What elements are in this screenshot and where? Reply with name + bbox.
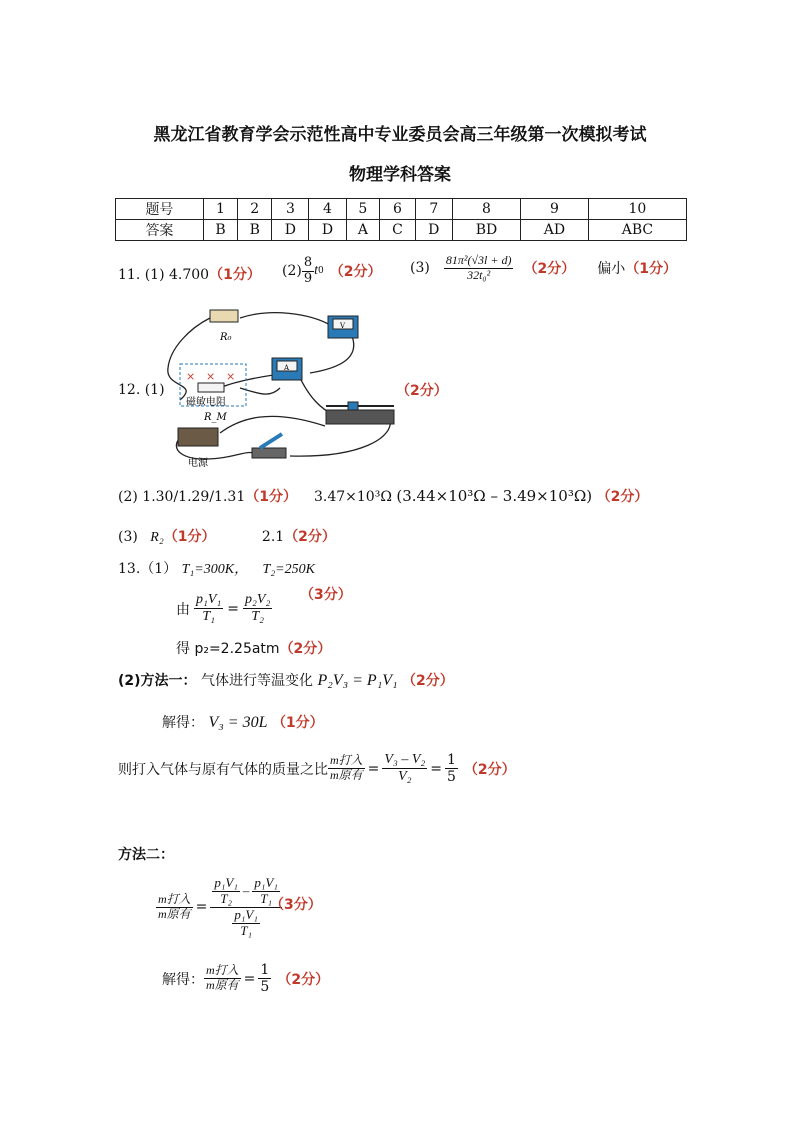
amp-symbol: A: [284, 364, 290, 372]
resistor-r0: [210, 310, 238, 322]
table-cell: 10: [588, 199, 686, 220]
answer-table: [115, 198, 687, 241]
numerator: p₁V₁: [214, 875, 238, 890]
answer: R₂: [150, 530, 164, 545]
part-label: (2): [282, 263, 302, 280]
score: （2分）: [523, 261, 576, 278]
numerator: V₃ – V₂: [382, 752, 427, 769]
score: （2分）: [329, 264, 382, 281]
denominator: m原有: [158, 906, 191, 921]
rheostat: [326, 410, 394, 424]
denominator: 32t₀²: [467, 267, 491, 282]
row-label: 答案: [116, 220, 204, 241]
table-cell: BD: [452, 220, 520, 241]
denominator: T₁: [202, 609, 215, 625]
q13-result: [176, 638, 331, 658]
table-cell: AD: [521, 220, 589, 241]
fraction: [258, 962, 271, 995]
numerator: m打入: [330, 753, 363, 768]
score: （1分）: [625, 261, 677, 278]
table-cell: D: [415, 220, 452, 241]
field-mark: ×: [206, 370, 216, 383]
answer: (2) 1.30/1.29/1.31: [118, 489, 246, 505]
numerator: m打入: [158, 892, 191, 907]
wire: [310, 336, 354, 373]
part-label: 13.（1）: [118, 561, 178, 577]
field-mark: ×: [226, 370, 236, 383]
score: （3分）: [270, 897, 322, 913]
table-cell: B: [238, 220, 272, 241]
page-subtitle: 物理学科答案: [349, 165, 451, 185]
score: （1分）: [271, 715, 324, 731]
fraction: [328, 754, 365, 783]
score: （2分）: [596, 489, 649, 505]
subscript: 0: [318, 266, 324, 277]
q11-part2: [282, 256, 382, 287]
method2-label: 方法二：: [118, 847, 174, 863]
table-cell: D: [309, 220, 346, 241]
table-cell: 6: [380, 199, 416, 220]
method2-equation: $\frac{\text{m打入}}{\text{m原有}}$ = $\frac{\text{p₁V₁}}{\text{T₂}}$ – $\frac{\text{p₁V₁}}{\text{T₁}}$ $\frac{\text{p₁V₁}}{\text{T₁}}$: [156, 876, 282, 939]
score: （2分）: [279, 641, 332, 657]
score: （3分）: [300, 587, 352, 603]
score: （2分）: [463, 761, 516, 778]
table-cell: C: [380, 220, 416, 241]
fraction: [194, 592, 223, 625]
denominator: T₁: [260, 890, 272, 906]
answer: V₃ = 30L: [208, 714, 268, 731]
denominator: m原有: [206, 978, 239, 993]
fraction: [243, 592, 272, 625]
row-label: 题号: [116, 199, 204, 220]
fraction: [382, 752, 427, 785]
rm-cn-label: 磁敏电阻: [186, 397, 226, 408]
table-cell: 4: [309, 199, 346, 220]
q12-part2: [118, 486, 297, 506]
numerator: 8: [303, 255, 313, 270]
wire: [220, 416, 325, 433]
score: （1分）: [163, 529, 216, 545]
denominator: V₂: [398, 769, 412, 785]
compound-fraction: $\frac{\text{p₁V₁}}{\text{T₂}}$ – $\frac{\text{p₁V₁}}{\text{T₁}}$ $\frac{\text{p₁V₁}}{\text{T₁}}$: [210, 876, 281, 939]
score: （2分）: [284, 529, 336, 545]
text: 气体进行等温变化: [201, 673, 313, 689]
numerator: p₁V₁: [194, 592, 223, 609]
answer: 3.47×10³Ω: [314, 489, 392, 505]
q12-label: 12. (1): [118, 382, 165, 398]
page-title: 黑龙江省教育学会示范性高中专业委员会高三年级第一次模拟考试: [153, 125, 647, 145]
denominator: T₂: [220, 890, 233, 906]
answer: 得 p₂=2.25atm: [176, 641, 280, 657]
table-cell: 1: [203, 199, 237, 220]
denominator: 9: [303, 270, 313, 286]
table-cell: 8: [452, 199, 520, 220]
answer: 2.1: [261, 529, 285, 545]
t2: T₂=250K: [262, 562, 315, 577]
method2-result: 解得： $\frac{\text{m打入}}{\text{m原有}}$ = $\frac{1}{5}$ （2分）: [162, 962, 330, 996]
q11-part3: [410, 254, 677, 283]
score: （2分）: [277, 971, 330, 988]
table-cell: B: [203, 220, 237, 241]
part-label: (3): [410, 260, 430, 277]
bias-answer: 偏小: [597, 261, 626, 278]
r0-label: R₀: [220, 332, 232, 343]
numerator: 81π²(√3l + d): [445, 253, 512, 267]
score: （2分）: [396, 383, 448, 399]
q11-part1: [118, 264, 261, 284]
fraction: [156, 893, 193, 922]
table-cell: 9: [521, 199, 589, 220]
q11-answer1: 11. (1) 4.700: [118, 267, 210, 283]
text: 解得：: [162, 971, 204, 988]
text: 由: [176, 601, 190, 618]
variable-t: t: [314, 263, 319, 279]
wire: [240, 313, 332, 326]
table-cell: 3: [272, 199, 309, 220]
q13-method1: [118, 670, 454, 690]
answer-range: (3.44×10³Ω – 3.49×10³Ω): [396, 487, 593, 505]
numerator: p₁V₁: [234, 906, 258, 922]
table-cell: 7: [415, 199, 452, 220]
score: （1分）: [209, 267, 261, 283]
numerator: 1: [446, 752, 456, 768]
battery: [178, 428, 218, 446]
table-row: [116, 220, 687, 241]
table-cell: A: [346, 220, 380, 241]
circuit-diagram: [160, 298, 400, 470]
fraction: [204, 964, 241, 993]
table-cell: ABC: [588, 220, 686, 241]
denominator: m原有: [330, 768, 363, 783]
score: （1分）: [245, 489, 297, 505]
q13-part1: [118, 558, 315, 578]
q13-equation: 由 $\frac{\text{p₁V₁}}{\text{T₁}}$ = $\frac{\text{p₂V₂}}{\text{T₂}}$: [176, 592, 271, 625]
switch: [252, 448, 286, 458]
table-cell: D: [272, 220, 309, 241]
equation: P₂V₃ = P₁V₁: [317, 672, 398, 689]
text: 则打入气体与原有气体的质量之比: [118, 761, 328, 778]
q12-part2-value: [314, 486, 648, 506]
resistor-rm: [198, 383, 224, 392]
table-cell: 2: [238, 199, 272, 220]
fraction: [302, 256, 314, 287]
fraction: [445, 752, 458, 785]
q12-part3: [118, 526, 336, 546]
denominator: T₂: [251, 609, 264, 625]
t1: T₁=300K，: [181, 562, 249, 577]
denominator: 5: [446, 769, 456, 786]
q13-ratio: 则打入气体与原有气体的质量之比 $\frac{\text{m打入}}{\text{m原有}}$ = $\frac{\text{V₃ – V₂}}{\text{V₂}}$ = $\frac{1}{5}$ （2分）: [118, 752, 516, 786]
numerator: p₂V₂: [243, 592, 272, 609]
table-row: [116, 199, 687, 220]
volt-symbol: V: [340, 322, 346, 330]
score: （2分）: [402, 673, 454, 689]
field-mark: ×: [186, 370, 196, 383]
power-label: 电源: [188, 458, 208, 469]
method-label: (2)方法一：: [118, 673, 197, 689]
rm-label: R_M: [204, 412, 227, 423]
numerator: p₁V₁: [254, 875, 278, 890]
part-label: (3): [118, 529, 138, 545]
numerator: m打入: [206, 963, 239, 978]
denominator: 5: [260, 979, 270, 996]
fraction: [444, 254, 514, 283]
q13-solve1: [162, 712, 324, 732]
table-cell: 5: [346, 199, 380, 220]
text: 解得：: [162, 715, 204, 731]
denominator: T₁: [240, 922, 252, 938]
numerator: 1: [260, 962, 270, 978]
